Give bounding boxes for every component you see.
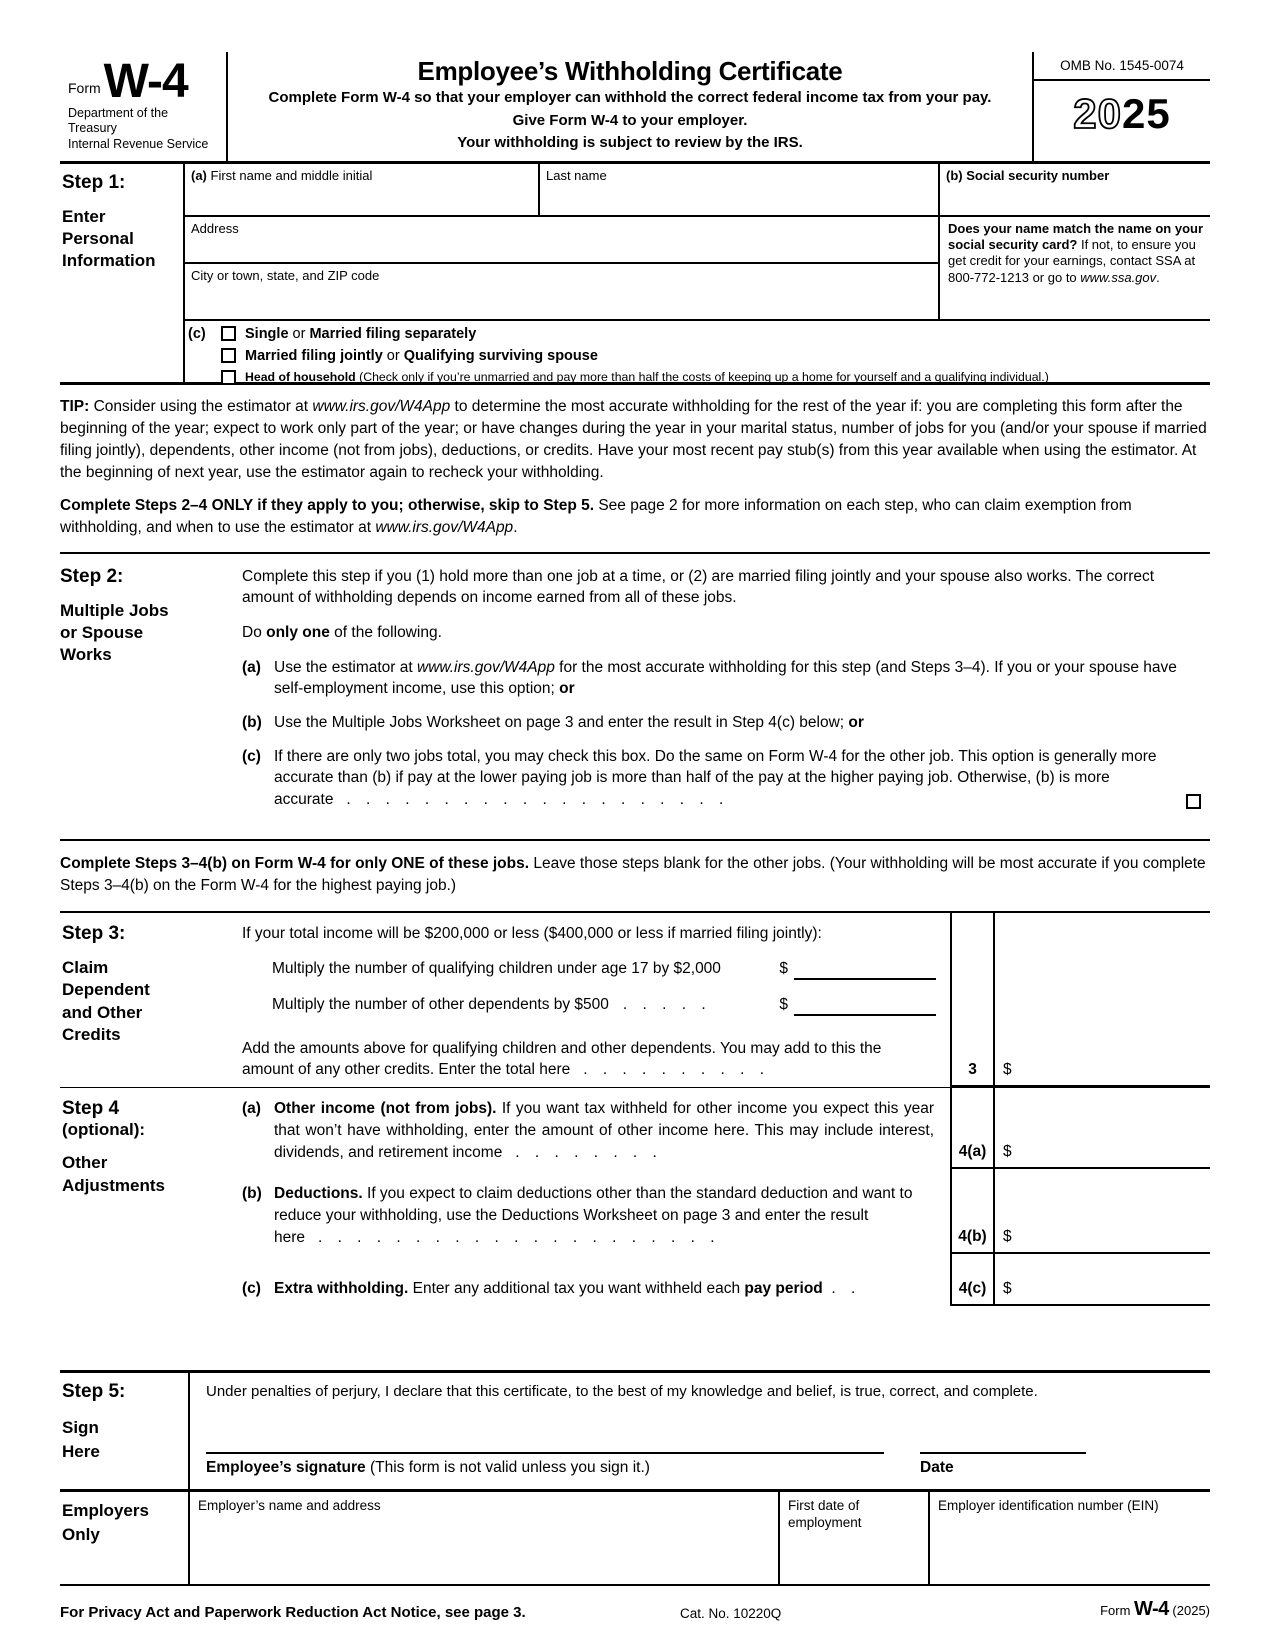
step4a-text: Other income (not from jobs). If you want tax withheld for other income you expect this year that won’t have withholding, enter the amount of other income here. This may include interest, dividends, and retirement income . . . . . . . . xyxy=(274,1100,934,1161)
title-block xyxy=(228,52,1034,161)
steps34-note xyxy=(60,841,1210,911)
step4a-item xyxy=(242,1098,936,1163)
city-state-zip-field[interactable] xyxy=(185,264,940,321)
two-jobs-checkbox[interactable] xyxy=(1186,794,1201,809)
employer-name-address-label: Employer’s name and address xyxy=(198,1497,381,1513)
step3-dependents-dollar: $ xyxy=(779,996,788,1014)
filing-status-married-row xyxy=(221,348,1049,364)
step3-amt-spacer xyxy=(995,913,1210,1022)
step2-intro: Complete this step if you (1) hold more than one job at a time, or (2) are married filing jointly and your spouse also works. The correct amount of withholding depends on income earned from all of these jobs. xyxy=(242,567,1155,607)
step2-do-line: Do only one of the following. xyxy=(242,623,442,641)
subtitle-line3: Your withholding is subject to review by the IRS. xyxy=(457,134,803,151)
step2-label: Step 2: xyxy=(60,565,124,587)
step4c-amount-field[interactable] xyxy=(995,1254,1210,1306)
form-word: Form xyxy=(68,80,101,97)
step3-num-spacer xyxy=(950,913,995,1022)
steps34-bold: Complete Steps 3–4(b) on Form W-4 for only ONE of these jobs. xyxy=(60,854,530,872)
signature-date-field[interactable] xyxy=(920,1452,1086,1477)
head-of-household-label: Head of household (Check only if you’re unmarried and pay more than half the costs of keeping up a home for yourself and a qualifying individual.) xyxy=(245,370,1049,384)
form-id-block xyxy=(60,52,228,161)
w4app-link-2: www.irs.gov/W4App xyxy=(375,518,514,536)
footer-form-id xyxy=(1100,1598,1210,1621)
last-name-label: Last name xyxy=(546,167,607,183)
step2c-dot-leader: . . . . . . . . . . . . . . . . . . . . xyxy=(346,791,725,808)
steps24-pre: See page 2 for more information on each step, who can claim exemption from withholding, and when to use the estimator at xyxy=(60,496,1132,536)
married-jointly-checkbox[interactable] xyxy=(221,348,236,363)
step5-label-block xyxy=(60,1373,190,1489)
step3-section xyxy=(60,911,1210,1088)
step4a-tag: (a) xyxy=(242,1100,261,1118)
tax-year xyxy=(1034,81,1210,135)
name-match-text: If not, to ensure you get credit for your earnings, contact SSA at 800-772-1213 or go to xyxy=(948,236,1196,285)
step4-label2: (optional): xyxy=(62,1120,146,1140)
department-block xyxy=(68,106,220,155)
step4a-dollar: $ xyxy=(1003,1143,1012,1161)
page-footer xyxy=(60,1598,1210,1621)
step5-sublabel1: Sign xyxy=(62,1417,99,1437)
step1b-tag: (b) xyxy=(946,167,963,183)
employers-label-block xyxy=(60,1492,190,1584)
step4b-text: Deductions. If you expect to claim deductions other than the standard deduction and want to reduce your withholding, use the Deductions Worksheet on page 3 and enter the result here . . . . . . . . . . . . . . . . . . . . . xyxy=(274,1185,913,1246)
married-jointly-label: Married filing jointly or Qualifying surviving spouse xyxy=(245,347,598,364)
employer-name-address-field[interactable] xyxy=(190,1492,780,1584)
step3-dependents-text: Multiply the number of other dependents by $500 xyxy=(272,996,609,1014)
tip-post: to determine the most accurate withholding for the rest of the year if: you are completing this form after the beginning of the year; expect to work only part of the year; or have changes during the year in your marital status, number of jobs for you (and/or your spouse if married filing jointly), dependents, other income (not from jobs), deductions, or credits. Have your most recent pay stub(s) from this year available when using the estimator. At the beginning of next year, use the estimator again to recheck your withholding. xyxy=(60,397,1207,481)
step3-total-line xyxy=(242,1022,950,1087)
footer-form-word: Form xyxy=(1100,1602,1131,1618)
name-match-bold: Does your name match the name on your social security card? xyxy=(948,220,1204,252)
first-name-label: First name and middle initial xyxy=(210,167,373,183)
steps34-rest: Leave those steps blank for the other jobs. (Your withholding will be most accurate if you complete Steps 3–4(b) on the Form W-4 for the highest paying job.) xyxy=(60,854,1206,894)
step4b-dollar: $ xyxy=(1003,1228,1012,1246)
step2-option-c xyxy=(242,746,1210,811)
step3-dependents-dot-leader: . . . . . xyxy=(622,996,707,1014)
footer-form-number: W-4 xyxy=(1134,1597,1169,1620)
step2-label-block xyxy=(60,566,200,823)
w4app-link-3: www.irs.gov/W4App xyxy=(417,658,555,676)
w4app-link: www.irs.gov/W4App xyxy=(312,397,451,415)
step4b-row-number: 4(b) xyxy=(950,1169,995,1254)
step4-label-block xyxy=(60,1088,242,1306)
step3-label: Step 3: xyxy=(62,922,126,944)
step4b-dot-leader: . . . . . . . . . . . . . . . . . . . . . xyxy=(317,1228,716,1246)
employee-signature-field[interactable] xyxy=(206,1452,884,1477)
step2a-tag: (a) xyxy=(242,658,261,676)
step2-option-b xyxy=(242,712,1210,734)
ssn-field[interactable] xyxy=(940,164,1210,217)
step3-children-text: Multiply the number of qualifying children under age 17 by $2,000 xyxy=(272,960,721,978)
step3-total-text: Add the amounts above for qualifying children and other dependents. You may add to this the amount of any other credits. Enter the total here xyxy=(242,1039,882,1079)
step3-row-number: 3 xyxy=(950,1022,995,1087)
omb-number: OMB No. 1545-0074 xyxy=(1034,52,1210,81)
step4-label: Step 4 xyxy=(62,1098,120,1120)
filing-status-single-row xyxy=(221,326,1049,342)
address-label: Address xyxy=(191,220,239,236)
single-checkbox[interactable] xyxy=(221,326,236,341)
step3-children-amount-input[interactable] xyxy=(794,962,936,980)
step2c-text: If there are only two jobs total, you may check this box. Do the same on Form W-4 for the other job. This option is generally more accurate than (b) if pay at the lower paying job is more than half of the pay at the higher paying job. Otherwise, (b) is more accurate . . . . . . . . . . . . . . . . . . . . xyxy=(274,747,1157,808)
step5-label: Step 5: xyxy=(62,1380,126,1402)
address-field[interactable] xyxy=(185,217,940,264)
step2a-text: Use the estimator at www.irs.gov/W4App for the most accurate withholding for this step (and Steps 3–4). If you or your spouse have self-employment income, use this option; or xyxy=(274,658,1177,698)
step4c-row-number: 4(c) xyxy=(950,1254,995,1306)
step4a-dot-leader: . . . . . . . . xyxy=(515,1143,658,1161)
catalog-number: Cat. No. 10220Q xyxy=(680,1605,782,1621)
head-of-household-checkbox[interactable] xyxy=(221,370,236,385)
first-date-employment-field[interactable] xyxy=(780,1492,930,1584)
perjury-declaration: Under penalties of perjury, I declare that this certificate, to the best of my knowledge and belief, is true, correct, and complete. xyxy=(206,1382,1038,1400)
step3-total-dollar: $ xyxy=(1003,1061,1012,1079)
department-line1: Department of the Treasury xyxy=(68,105,169,136)
last-name-field[interactable] xyxy=(540,164,940,217)
step4c-dollar: $ xyxy=(1003,1279,1012,1297)
step3-total-amount-field[interactable] xyxy=(995,1022,1210,1087)
subtitle-line2: Give Form W-4 to your employer. xyxy=(512,111,748,129)
step4a-row-number: 4(a) xyxy=(950,1088,995,1169)
step4c-text: Extra withholding. Enter any additional tax you want withheld each pay period . . xyxy=(274,1280,857,1298)
steps24-note xyxy=(60,495,1210,554)
date-label: Date xyxy=(920,1458,954,1476)
signature-label-rest: (This form is not valid unless you sign it.) xyxy=(365,1458,650,1476)
steps24-bold: Complete Steps 2–4 ONLY if they apply to you; otherwise, skip to Step 5. xyxy=(60,496,595,514)
filing-status-hoh-row xyxy=(221,370,1049,385)
form-number: W-4 xyxy=(103,55,188,108)
step4b-amount-field[interactable] xyxy=(995,1169,1210,1254)
omb-year-block xyxy=(1034,52,1210,161)
employers-only-section xyxy=(60,1489,1210,1586)
step2-option-a xyxy=(242,657,1210,700)
tip-paragraph xyxy=(60,396,1210,484)
step2-sublabel: Multiple Jobs or Spouse Works xyxy=(60,600,169,665)
first-date-employment-label: First date of employment xyxy=(788,1497,862,1531)
footer-form-year: (2025) xyxy=(1172,1602,1210,1618)
step4a-amount-field[interactable] xyxy=(995,1088,1210,1169)
department-line2: Internal Revenue Service xyxy=(68,136,209,151)
employers-label1: Employers xyxy=(62,1500,149,1520)
ein-label: Employer identification number (EIN) xyxy=(938,1497,1159,1513)
step3-dependents-line xyxy=(272,994,936,1016)
tip-pre: Consider using the estimator at xyxy=(89,397,313,415)
step4c-item xyxy=(242,1278,936,1300)
step5-sublabel2: Here xyxy=(62,1442,100,1462)
subtitle-line1: Complete Form W-4 so that your employer can withhold the correct federal income tax from your pay. xyxy=(268,89,992,106)
step2b-tag: (b) xyxy=(242,713,262,731)
step2c-tag: (c) xyxy=(242,747,261,765)
step4b-item xyxy=(242,1183,936,1248)
step3-children-line xyxy=(272,958,936,980)
step3-intro: If your total income will be $200,000 or less ($400,000 or less if married filing jointly): xyxy=(242,924,822,942)
ssn-label: Social security number xyxy=(966,167,1110,183)
step3-children-dollar: $ xyxy=(779,960,788,978)
step1-sublabel: Enter Personal Information xyxy=(62,206,156,271)
step1a-tag: (a) xyxy=(191,167,207,183)
tax-year-outline: 20 xyxy=(1073,90,1122,137)
step1-label: Step 1: xyxy=(62,171,126,193)
form-header xyxy=(60,52,1210,164)
steps24-end: . xyxy=(513,518,518,536)
step3-sublabel: Claim Dependent and Other Credits xyxy=(62,957,150,1044)
step1c-tag: (c) xyxy=(188,325,206,342)
filing-status-group xyxy=(185,321,1210,382)
step1-section xyxy=(60,164,1210,385)
step3-dependents-amount-input[interactable] xyxy=(794,998,936,1016)
step5-section xyxy=(60,1370,1210,1489)
name-match-note xyxy=(940,217,1210,321)
tip-bold: TIP: xyxy=(60,397,90,415)
step1-label-block xyxy=(60,164,185,382)
employers-label2: Only xyxy=(62,1525,100,1545)
first-name-field[interactable] xyxy=(185,164,540,217)
single-label: Single or Married filing separately xyxy=(245,325,477,342)
ein-field[interactable] xyxy=(930,1492,1210,1584)
name-match-end: . xyxy=(1156,269,1160,285)
signature-label-bold: Employee’s signature xyxy=(206,1458,366,1476)
step4-sublabel: Other Adjustments xyxy=(62,1153,165,1195)
privacy-notice: For Privacy Act and Paperwork Reduction Act Notice, see page 3. xyxy=(60,1603,526,1621)
step3-label-block xyxy=(60,913,242,1087)
step2-section xyxy=(60,554,1210,841)
step4-section xyxy=(60,1088,1210,1306)
tax-year-solid: 25 xyxy=(1122,90,1171,137)
city-label: City or town, state, and ZIP code xyxy=(191,267,380,283)
step2b-text: Use the Multiple Jobs Worksheet on page 3 and enter the result in Step 4(c) below; or xyxy=(274,713,864,731)
step3-total-dot-leader: . . . . . . . . . . xyxy=(583,1061,766,1079)
step4c-tag: (c) xyxy=(242,1280,261,1298)
ssa-link: www.ssa.gov xyxy=(1080,269,1157,285)
step4c-dot-leader: . . xyxy=(831,1280,857,1298)
page-title: Employee’s Withholding Certificate xyxy=(417,56,843,86)
step4b-tag: (b) xyxy=(242,1185,262,1203)
